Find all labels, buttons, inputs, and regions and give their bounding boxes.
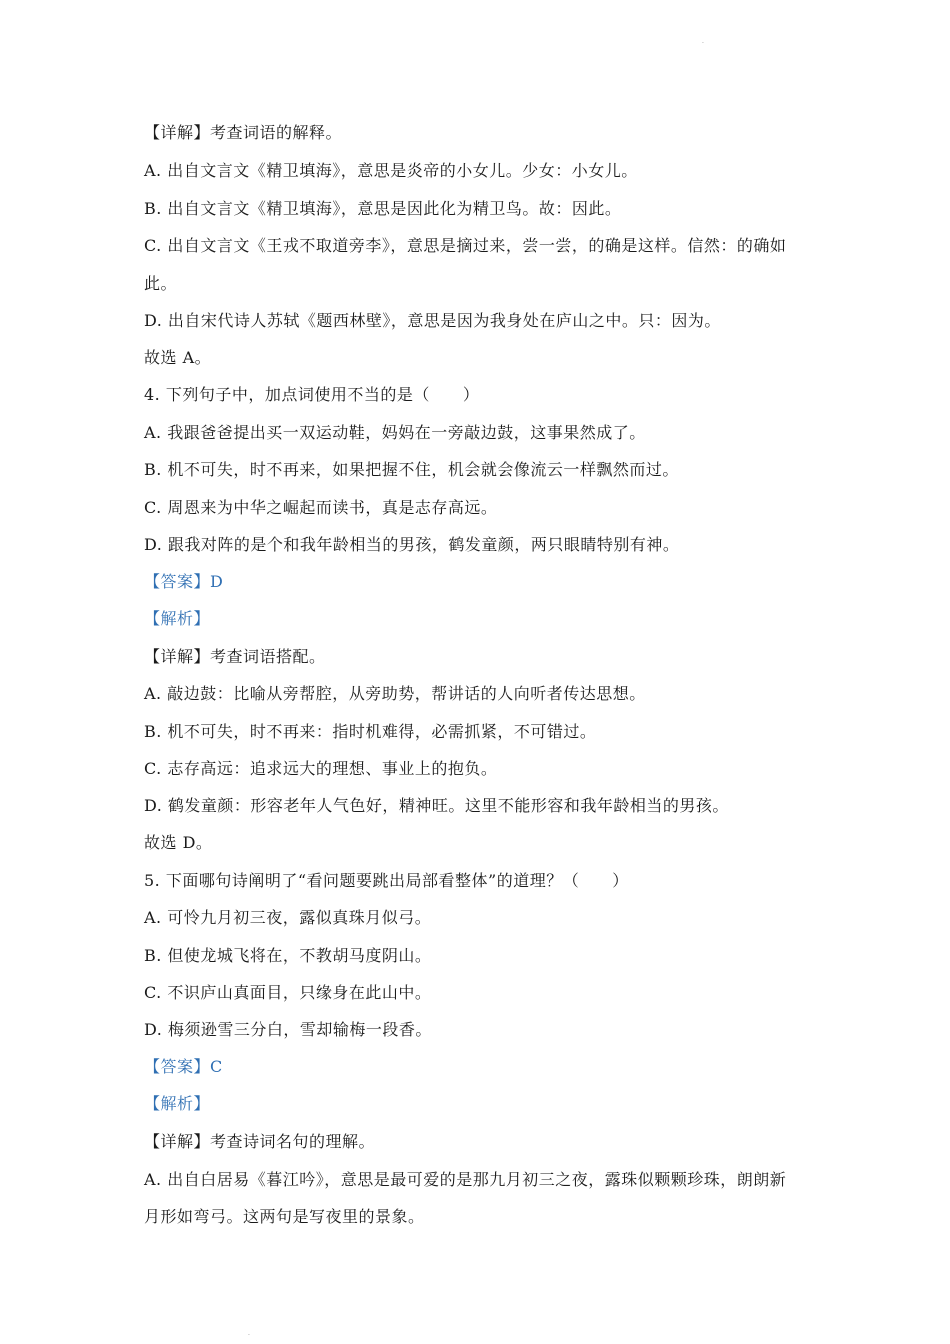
- text-line: C. 志存高远：追求远大的理想、事业上的抱负。: [144, 759, 498, 778]
- option-d: D. 跟我对阵的是个和我年龄相当的男孩，鹤发童颜，两只眼睛特别有神。: [144, 535, 680, 554]
- option-a: A. 我跟爸爸提出买一双运动鞋，妈妈在一旁敲边鼓，这事果然成了。: [144, 423, 646, 442]
- text-line: D. 出自宋代诗人苏轼《题西林壁》，意思是因为我身处在庐山之中。只：因为。: [144, 311, 721, 330]
- text-line: B. 出自文言文《精卫填海》，意思是因此化为精卫鸟。故：因此。: [144, 199, 622, 218]
- text-line: 【详解】考查诗词名句的理解。: [144, 1132, 376, 1151]
- question-4: 4. 下列句子中，加点词使用不当的是（ ）: [144, 385, 480, 404]
- text-line: C. 出自文言文《王戎不取道旁李》，意思是摘过来，尝一尝，的确是这样。信然：的确如: [144, 236, 787, 255]
- footer-mark: .: [248, 1330, 250, 1337]
- text-line: 【详解】考查词语的解释。: [144, 123, 343, 142]
- answer-label: 【答案】D: [144, 572, 224, 591]
- question-5: 5. 下面哪句诗阐明了“看问题要跳出局部看整体”的道理？（ ）: [144, 871, 629, 890]
- text-line: D. 鹤发童颜：形容老年人气色好，精神旺。这里不能形容和我年龄相当的男孩。: [144, 796, 729, 815]
- text-line: A. 出自文言文《精卫填海》，意思是炎帝的小女儿。少女：小女儿。: [144, 161, 638, 180]
- text-line: 此。: [144, 274, 178, 293]
- option-b: B. 机不可失，时不再来，如果把握不住，机会就会像流云一样飘然而过。: [144, 460, 679, 479]
- text-line: A. 出自白居易《暮江吟》，意思是最可爱的是那九月初三之夜，露珠似颗颗珍珠，朗朗新: [144, 1170, 787, 1189]
- header-mark: .: [702, 38, 704, 45]
- text-line: 【详解】考查词语搭配。: [144, 647, 326, 666]
- answer-label: 【答案】C: [144, 1057, 223, 1076]
- analysis-label: 【解析】: [144, 609, 211, 628]
- analysis-label: 【解析】: [144, 1094, 211, 1113]
- text-line: B. 机不可失，时不再来：指时机难得，必需抓紧，不可错过。: [144, 722, 597, 741]
- text-line: 月形如弯弓。这两句是写夜里的景象。: [144, 1207, 425, 1226]
- text-line: 故选 A。: [144, 348, 212, 367]
- option-c: C. 不识庐山真面目，只缘身在此山中。: [144, 983, 432, 1002]
- option-d: D. 梅须逊雪三分白，雪却输梅一段香。: [144, 1020, 432, 1039]
- text-line: A. 敲边鼓：比喻从旁帮腔，从旁助势，帮讲话的人向听者传达思想。: [144, 684, 646, 703]
- option-c: C. 周恩来为中华之崛起而读书，真是志存高远。: [144, 498, 498, 517]
- text-line: 故选 D。: [144, 833, 213, 852]
- option-b: B. 但使龙城飞将在，不教胡马度阴山。: [144, 946, 432, 965]
- option-a: A. 可怜九月初三夜，露似真珠月似弓。: [144, 908, 432, 927]
